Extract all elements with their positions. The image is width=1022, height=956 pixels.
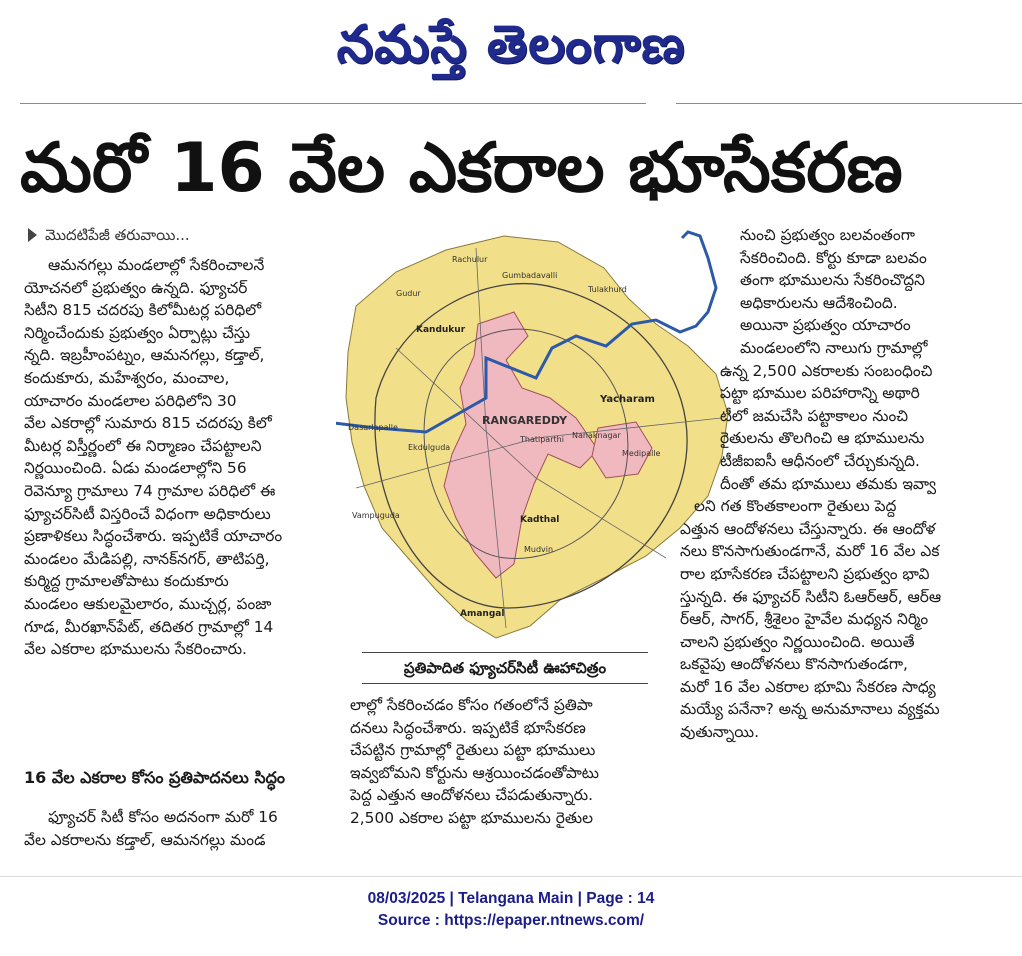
article-line: ఆమనగల్లు మండలాల్లో సేకరించాలనే (48, 256, 265, 274)
source-link[interactable]: Source : https://epaper.ntnews.com/ (377, 912, 645, 929)
article-line: రెవెన్యూ గ్రామాలు 74 గ్రామాల పరిధిలో ఈ (24, 481, 276, 500)
article-line: టీలో జమచేసి పట్టాకాలం నుంచి (720, 406, 909, 425)
article-column-3 (680, 224, 1000, 744)
article-line: యాచారం మండలాల పరిధిలోని 30 (24, 391, 237, 410)
article-line: చేపట్టిన గ్రామాల్లో రైతులు పట్టా భూములు (350, 741, 596, 760)
article-line: మండలం ఆకులమైలారం, ముచ్చర్ల, పంజా (24, 594, 272, 613)
article-line: అయినా ప్రభుత్వం యాచారం (740, 316, 911, 335)
article-line: లాల్లో సేకరించడం కోసం గతంలోనే ప్రతిపా (350, 696, 593, 714)
article-line: వేల ఎకరాలను కడ్తాల్, ఆమనగల్లు మండ (24, 830, 266, 849)
map-label-ekdulguda: Ekdulguda (408, 443, 451, 452)
article-line: కుర్మిద్ద గ్రామాలతోపాటు కందుకూరు (24, 572, 229, 591)
map-caption: ప్రతిపాదిత ఫ్యూచర్‌సిటీ ఊహాచిత్రం (362, 652, 648, 684)
continuation-note (28, 225, 190, 245)
article-line: చాలని ప్రభుత్వం నిర్ణయించింది. అయితే (680, 632, 915, 651)
masthead-logo: నమస్తే తెలంగాణ (336, 14, 686, 75)
article-line: నిర్ణయించింది. ఏడు మండలాల్లోని 56 (24, 459, 247, 478)
map-label-rachulur: Rachulur (452, 255, 488, 264)
map-label-gudur: Gudur (396, 289, 421, 298)
map-graphic (336, 228, 732, 648)
article-line: ఫ్యూచర్ సిటీ కోసం అదనంగా మరో 16 (48, 808, 278, 826)
article-line: కందుకూరు, మహేశ్వరం, మంచాల, (24, 368, 230, 387)
map-label-nanaknagar: Nanaknagar (572, 431, 621, 440)
map-label-kadthal: Kadthal (520, 515, 560, 525)
article-line: మీటర్ల విస్తీర్ణంలో ఈ నిర్మాణం చేపట్టాలని (24, 436, 262, 455)
map-label-kandukur: Kandukur (416, 325, 466, 335)
article-line: సిటీని 815 చదరపు కిలోమీటర్ల పరిధిలో (24, 301, 262, 320)
map-label-amangal: Amangal (460, 609, 505, 619)
article-line: పెద్ద ఎత్తున ఆందోళనలు చేపడుతున్నారు. (350, 786, 594, 805)
article-line: మరో 16 వేల ఎకరాల భూమి సేకరణ సాధ్య (680, 677, 936, 696)
article-line: అధికారులను ఆదేశించింది. (740, 293, 898, 312)
article-line: లని గత కొంతకాలంగా రైతులు పెద్ద (694, 497, 897, 516)
masthead-rule-left (20, 103, 646, 104)
article-line: ర్ఆర్, సాగర్, శ్రీశైలం హైవేల మధ్యన నిర్మిం (680, 610, 929, 629)
article-line: మండలం మేడిపల్లి, నానక్‌నగర్, తాటిపర్తి, (24, 549, 270, 568)
article-line: ప్రణాళికలు సిద్ధంచేశారు. ఇప్పటికే యాచారం (24, 527, 283, 546)
article-line: యోచనలో ప్రభుత్వం ఉన్నది. ఫ్యూచర్ (24, 278, 248, 297)
article-line: వేల ఎకరాల్లో సుమారు 815 చదరపు కిలో (24, 414, 272, 433)
article-line: మండలంలోని నాలుగు గ్రామాల్లో (740, 338, 928, 357)
map-label-dasarlapalle: Dasarlapalle (348, 423, 398, 432)
map-label-thatiparthi: Thatiparthi (520, 435, 564, 444)
map-label-yacharam: Yacharam (600, 394, 655, 405)
article-line: సేకరించింది. కోర్టు కూడా బలవం (740, 248, 927, 267)
article-line: పట్టా భూముల పరిహారాన్ని అథారి (720, 384, 920, 403)
footer (0, 888, 1022, 932)
article-line: ఉన్న 2,500 ఎకరాలకు సంబంధించి (720, 361, 933, 380)
subheading: 16 వేల ఎకరాల కోసం ప్రతిపాదనలు సిద్ధం (24, 768, 286, 787)
article-line: 2,500 ఎకరాల పట్టా భూములను రైతుల (350, 808, 594, 827)
arrow-right-icon (28, 228, 37, 242)
continuation-text: మొదటిపేజీ తరువాయి... (45, 226, 190, 244)
map-label-vampuguda: Vampuguda (352, 511, 400, 520)
article-line: న్నది. ఇబ్రహీంపట్నం, ఆమనగల్లు, కడ్తాల్, (24, 346, 265, 365)
footer-divider (0, 876, 1022, 877)
article-column-1 (24, 254, 322, 661)
article-line: నలు కొనసాగుతుండగానే, మరో 16 వేల ఎక (680, 542, 940, 561)
edition-info: 08/03/2025 | Telangana Main | Page : 14 (367, 890, 655, 907)
headline: మరో 16 వేల ఎకరాల భూసేకరణ (20, 129, 903, 208)
map-label-rangareddy: RANGAREDDY (482, 414, 568, 427)
masthead-rule-right (676, 103, 1022, 104)
future-city-map (336, 228, 732, 648)
article-line: దీంతో తమ భూములు తమకు ఇవ్వా (720, 474, 937, 493)
masthead (0, 2, 1022, 88)
map-label-gumbadavalli: Gumbadavalli (502, 271, 558, 280)
article-line: మయ్యే పనేనా? అన్న అనుమానాలు వ్యక్తమ (680, 700, 940, 719)
article-line: టీజీఐఐసీ ఆధీనంలో చేర్చుకున్నది. (720, 451, 920, 470)
article-line: ఎత్తున ఆందోళనలు చేస్తున్నారు. ఈ ఆందోళ (680, 519, 936, 538)
map-label-mudvin: Mudvin (524, 545, 554, 554)
article-line: రాల భూసేకరణ చేపట్టాలని ప్రభుత్వం భావి (680, 564, 930, 583)
article-line: దనలు సిద్ధంచేశారు. ఇప్పటికే భూసేకరణ (350, 718, 586, 737)
article-line: ఇవ్వబోమని కోర్టును ఆశ్రయించడంతోపాటు (350, 763, 599, 782)
map-label-tulakhurd: Tulakhurd (588, 285, 627, 294)
article-line: స్తున్నది. ఈ ఫ్యూచర్ సిటీని ఓఆర్ఆర్, ఆర్ఆ (680, 587, 942, 606)
article-column-1-continued (24, 806, 322, 851)
article-line: రైతులను తొలగించి ఆ భూములను (720, 429, 925, 448)
map-label-medipalle: Medipalle (622, 449, 661, 458)
article-line: తంగా భూములను సేకరించొద్దని (740, 271, 925, 290)
article-line: ఫ్యూచర్‌సిటీ విస్తరించే విధంగా అధికారులు (24, 504, 271, 523)
article-line: ఒకవైపు ఆందోళనలు కొనసాగుతండగా, (680, 655, 908, 674)
article-line: నుంచి ప్రభుత్వం బలవంతంగా (740, 226, 915, 244)
article-line: గూడ, మీరఖాన్‌పేట్, తదితర గ్రామాల్లో 14 (24, 617, 274, 636)
article-line: నిర్మించేందుకు ప్రభుత్వం ఏర్పాట్లు చేస్తు (24, 323, 251, 342)
article-line: వేల ఎకరాల భూములను సేకరించారు. (24, 640, 247, 659)
article-column-2 (350, 694, 650, 830)
article-line: వుతున్నాయి. (680, 723, 759, 742)
